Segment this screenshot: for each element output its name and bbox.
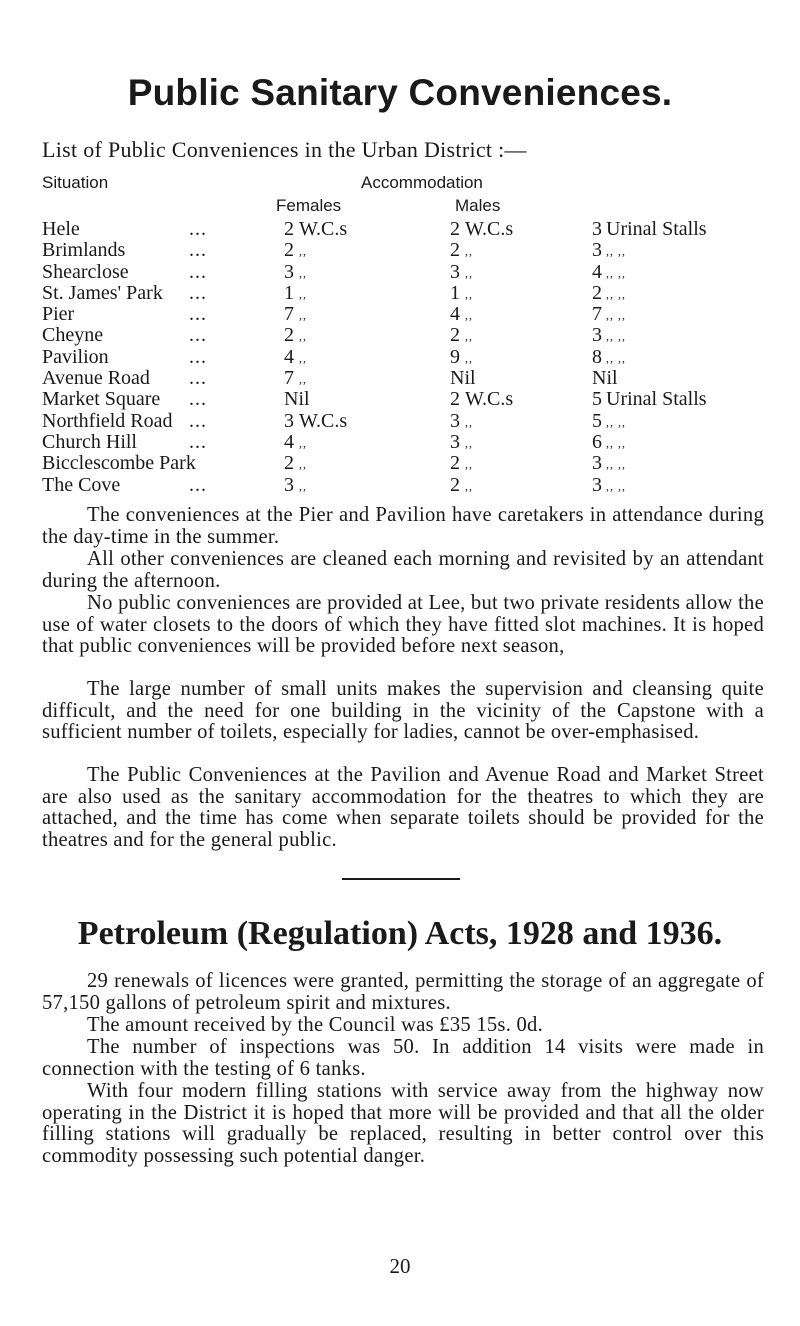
row-males-unit: ,, <box>465 350 473 365</box>
row-dots: ... <box>189 367 207 390</box>
row-females-unit: W.C.s <box>299 409 348 432</box>
row-urinals-unit: Urinal Stalls <box>606 218 707 240</box>
row-males-count: 2 <box>450 239 460 262</box>
row-urinals-unit: ,, ,, <box>606 478 626 493</box>
row-females-count: 4 <box>284 430 294 453</box>
table-row <box>0 431 800 452</box>
row-urinals-count: 7 <box>592 303 602 326</box>
row-males-unit: ,, <box>465 308 473 323</box>
section-divider <box>342 878 460 880</box>
row-situation: Brimlands <box>42 239 126 262</box>
row-urinals-count: 3 <box>592 239 602 262</box>
row-situation: Market Square <box>42 388 161 411</box>
row-males-count: 1 <box>450 281 460 304</box>
row-dots: ... <box>189 473 207 496</box>
row-situation: Shearclose <box>42 260 129 283</box>
row-urinals-unit: ,, ,, <box>606 435 626 450</box>
row-males-count: 3 <box>450 409 460 432</box>
row-males-unit: ,, <box>465 478 473 493</box>
paragraph-renewals: 29 renewals of licences were granted, permitting the storage of an aggregate of 57,150 gallons of petroleum spirit and mixtures. <box>42 970 764 1014</box>
row-males-count: 4 <box>450 303 460 326</box>
table-row <box>0 218 800 239</box>
row-situation: Church Hill <box>42 430 137 453</box>
row-males-unit: ,, <box>465 329 473 344</box>
row-urinals-count: 5 <box>592 388 602 411</box>
row-males-count: Nil <box>450 367 476 390</box>
row-males-unit: ,, <box>465 435 473 450</box>
row-males-count: 3 <box>450 430 460 453</box>
row-urinals-count: 4 <box>592 260 602 283</box>
row-urinals-count: 8 <box>592 345 602 368</box>
row-females-unit: ,, <box>299 329 307 344</box>
row-urinals-unit: ,, ,, <box>606 457 626 472</box>
paragraph-lee: No public conveniences are provided at Lee, but two private residents allow the use of water closets to the doors of which they have fitted slot machines. It is hoped that public conveniences will be provided before next season, <box>42 592 764 658</box>
row-situation: The Cove <box>42 473 121 496</box>
row-females-unit: ,, <box>299 457 307 472</box>
row-females-unit: ,, <box>299 265 307 280</box>
row-urinals-count: 3 <box>592 473 602 496</box>
row-dots: ... <box>189 324 207 347</box>
paragraph-theatres: The Public Conveniences at the Pavilion and Avenue Road and Market Street are also used as the sanitary accommodation for the theatres to which they are attached, and the time has come when separate toilets should be provided for the theatres and for the general public. <box>42 764 764 851</box>
row-females-count: 2 <box>284 324 294 347</box>
table-row <box>0 346 800 367</box>
conveniences-table <box>0 218 800 495</box>
row-situation: Cheyne <box>42 324 104 347</box>
page-number: 20 <box>389 1254 411 1278</box>
table-row <box>0 452 800 473</box>
row-urinals-unit: ,, ,, <box>606 329 626 344</box>
row-males-count: 2 <box>450 388 460 411</box>
row-males-count: 2 <box>450 473 460 496</box>
row-males-unit: ,, <box>465 414 473 429</box>
row-males-unit: ,, <box>465 457 473 472</box>
row-dots: ... <box>189 239 207 262</box>
table-row <box>0 261 800 282</box>
row-urinals-unit: ,, ,, <box>606 286 626 301</box>
table-row <box>0 367 800 388</box>
paragraph-filling-stations: With four modern filling stations with service away from the highway now operating in the District it is hoped that more will be provided and that all the older filling stations will gradually be replaced, resulting in better control over this commodity possessing such potential danger. <box>42 1080 764 1167</box>
row-dots: ... <box>189 430 207 453</box>
row-females-count: 4 <box>284 345 294 368</box>
row-females-unit: ,, <box>299 286 307 301</box>
table-row <box>0 282 800 303</box>
row-situation: St. James' Park <box>42 281 163 304</box>
row-females-count: 1 <box>284 281 294 304</box>
row-situation: Pavilion <box>42 345 109 368</box>
paragraph-small-units: The large number of small units makes the supervision and cleansing quite difficult, and the need for one building in the vicinity of the Capstone with a sufficient number of toilets, especially for ladies, cannot be over-emphasised. <box>42 678 764 744</box>
row-dots: ... <box>189 260 207 283</box>
row-females-count: 3 <box>284 473 294 496</box>
row-females-count: Nil <box>284 388 310 411</box>
header-accommodation: Accommodation <box>361 173 483 192</box>
row-females-count: 3 <box>284 409 294 432</box>
row-males-unit: ,, <box>465 244 473 259</box>
petroleum-title: Petroleum (Regulation) Acts, 1928 and 1936. <box>77 915 723 952</box>
row-females-count: 2 <box>284 452 294 475</box>
row-situation: Northfield Road <box>42 409 173 432</box>
row-situation: Hele <box>42 218 80 240</box>
row-males-unit: ,, <box>465 265 473 280</box>
row-dots: ... <box>189 281 207 304</box>
table-row <box>0 324 800 345</box>
table-row <box>0 410 800 431</box>
row-males-count: 2 <box>450 324 460 347</box>
row-females-count: 2 <box>284 218 294 240</box>
row-females-unit: ,, <box>299 478 307 493</box>
row-urinals-unit: ,, ,, <box>606 414 626 429</box>
row-situation: Avenue Road <box>42 367 150 390</box>
row-males-unit: ,, <box>465 286 473 301</box>
table-row <box>0 303 800 324</box>
row-dots: ... <box>189 345 207 368</box>
row-females-count: 2 <box>284 239 294 262</box>
row-urinals-unit: Urinal Stalls <box>606 388 707 411</box>
row-urinals-count: 3 <box>592 218 602 240</box>
row-females-unit: ,, <box>299 435 307 450</box>
row-urinals-count: 3 <box>592 324 602 347</box>
row-dots: ... <box>189 409 207 432</box>
row-urinals-count: 3 <box>592 452 602 475</box>
row-males-unit: W.C.s <box>465 388 514 411</box>
row-males-count: 3 <box>450 260 460 283</box>
row-situation: Bicclescombe Park <box>42 452 196 475</box>
table-row <box>0 388 800 409</box>
page-title: Public Sanitary Conveniences. <box>127 72 673 113</box>
paragraph-inspections: The number of inspections was 50. In addition 14 visits were made in connection with the testing of 6 tanks. <box>42 1036 764 1080</box>
row-females-count: 3 <box>284 260 294 283</box>
row-males-count: 2 <box>450 452 460 475</box>
row-urinals-unit: ,, ,, <box>606 308 626 323</box>
header-males: Males <box>455 196 501 215</box>
row-males-count: 2 <box>450 218 460 240</box>
paragraph-amount: The amount received by the Council was £35 15s. 0d. <box>87 1014 543 1036</box>
row-urinals-unit: ,, ,, <box>606 350 626 365</box>
row-females-unit: ,, <box>299 244 307 259</box>
paragraph-cleaning: All other conveniences are cleaned each morning and revisited by an attendant during the afternoon. <box>42 548 764 592</box>
row-dots: ... <box>189 388 207 411</box>
row-dots: ... <box>189 303 207 326</box>
intro-line: List of Public Conveniences in the Urban District :— <box>42 137 527 162</box>
row-urinals-count: 5 <box>592 409 602 432</box>
row-females-count: 7 <box>284 303 294 326</box>
row-females-unit: ,, <box>299 308 307 323</box>
row-females-unit: W.C.s <box>299 218 348 240</box>
row-urinals-unit: ,, ,, <box>606 244 626 259</box>
row-urinals-count: Nil <box>592 367 618 390</box>
row-urinals-unit: ,, ,, <box>606 265 626 280</box>
row-urinals-count: 2 <box>592 281 602 304</box>
table-row <box>0 239 800 260</box>
paragraph-caretakers: The conveniences at the Pier and Pavilion have caretakers in attendance during the day-time in the summer. <box>42 504 764 548</box>
row-males-count: 9 <box>450 345 460 368</box>
row-females-count: 7 <box>284 367 294 390</box>
table-row <box>0 474 800 495</box>
row-dots: ... <box>189 218 207 240</box>
row-females-unit: ,, <box>299 350 307 365</box>
row-females-unit: ,, <box>299 372 307 387</box>
row-males-unit: W.C.s <box>465 218 514 240</box>
row-situation: Pier <box>42 303 75 326</box>
header-situation: Situation <box>42 173 109 192</box>
row-urinals-count: 6 <box>592 430 602 453</box>
header-females: Females <box>276 196 342 215</box>
